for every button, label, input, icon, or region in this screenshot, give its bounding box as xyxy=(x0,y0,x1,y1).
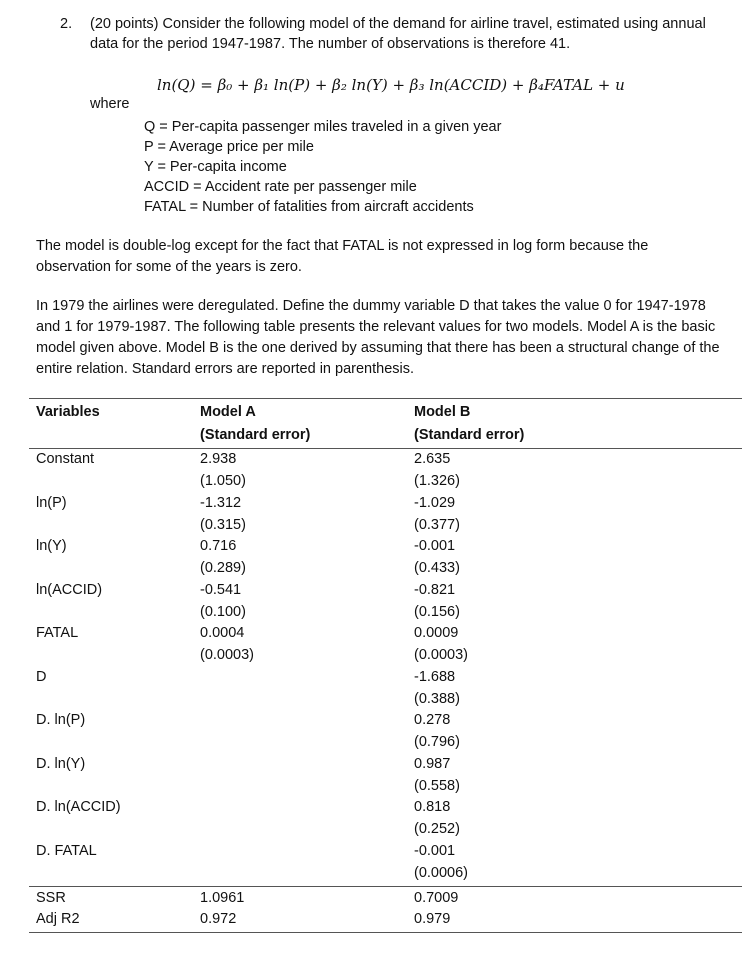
model-a-coefficient: 2.938 xyxy=(200,451,237,467)
model-b-coefficient: 0.0009 xyxy=(414,625,459,641)
header-variables: Variables xyxy=(36,404,100,420)
model-a-coefficient: -0.541 xyxy=(200,581,242,598)
definition-fatal: FATAL = Number of fatalities from aircraft accidents xyxy=(144,199,474,215)
question-number: 2. xyxy=(60,16,73,32)
model-b-standard-error: (0.433) xyxy=(414,560,460,576)
model-b-coefficient: -1.029 xyxy=(414,494,456,511)
question-intro xyxy=(60,14,720,54)
variable-definitions xyxy=(144,117,501,217)
model-b-standard-error: (1.326) xyxy=(414,473,460,489)
model-b-standard-error: (0.0006) xyxy=(414,864,469,881)
model-b-standard-error: (0.388) xyxy=(414,690,460,707)
model-b-coefficient: -0.001 xyxy=(414,538,456,554)
question-text: (20 points) Consider the following model of the demand for airline travel, estimated using annual data for the period 1947-1987. The number of observations is therefore 41. xyxy=(90,16,706,52)
header-model-a: Model A xyxy=(200,404,256,420)
model-a-coefficient: 0.0004 xyxy=(200,625,245,641)
model-a-coefficient: -1.312 xyxy=(200,494,242,511)
row-variable-name: Constant xyxy=(36,451,95,467)
table-top-rule xyxy=(29,398,742,399)
table-bottom-rule xyxy=(29,932,742,933)
model-b-standard-error: (0.377) xyxy=(414,516,460,533)
model-a-standard-error: (0.315) xyxy=(200,516,246,533)
model-b-coefficient: -0.821 xyxy=(414,581,456,598)
row-variable-name: D. ln(P) xyxy=(36,712,86,728)
paragraph-double-log: The model is double-log except for the fact that FATAL is not expressed in log form because the observation for some of the years is zero. xyxy=(36,238,649,275)
model-b-standard-error: (0.796) xyxy=(414,734,460,750)
row-variable-name: D. ln(ACCID) xyxy=(36,799,121,815)
row-variable-name: ln(ACCID) xyxy=(36,581,103,598)
model-b-standard-error: (0.252) xyxy=(414,821,460,837)
model-b-coefficient: 0.818 xyxy=(414,799,451,815)
definition-y: Y = Per-capita income xyxy=(144,159,287,175)
footer-stat-name: SSR xyxy=(36,890,66,906)
row-variable-name: ln(P) xyxy=(36,494,67,511)
definition-q: Q = Per-capita passenger miles traveled in a given year xyxy=(144,119,502,135)
row-variable-name: D xyxy=(36,668,47,685)
footer-stat-name: Adj R2 xyxy=(36,911,80,927)
footer-model-a-value: 1.0961 xyxy=(200,890,245,906)
row-variable-name: D. FATAL xyxy=(36,842,97,859)
footer-model-a-value: 0.972 xyxy=(200,911,237,927)
where-label: where xyxy=(90,96,130,112)
footer-model-b-value: 0.979 xyxy=(414,911,451,927)
model-a-coefficient: 0.716 xyxy=(200,538,237,554)
model-b-coefficient: 0.987 xyxy=(414,755,451,772)
row-variable-name: D. ln(Y) xyxy=(36,755,86,772)
row-variable-name: FATAL xyxy=(36,625,79,641)
model-b-coefficient: -1.688 xyxy=(414,668,456,685)
model-b-coefficient: 2.635 xyxy=(414,451,451,467)
model-equation: ln(Q) = β₀ + β₁ ln(P) + β₂ ln(Y) + β₃ ln(ACCID) + β₄FATAL + u xyxy=(157,76,625,94)
header-model-b: Model B xyxy=(414,404,471,420)
model-a-standard-error: (0.289) xyxy=(200,560,246,576)
header-model-b-se: (Standard error) xyxy=(414,427,525,443)
row-variable-name: ln(Y) xyxy=(36,538,67,554)
header-model-a-se: (Standard error) xyxy=(200,427,311,443)
model-b-coefficient: 0.278 xyxy=(414,712,451,728)
header-rule xyxy=(29,448,742,449)
footer-rule xyxy=(29,886,742,887)
model-b-standard-error: (0.156) xyxy=(414,603,460,620)
definition-accid: ACCID = Accident rate per passenger mile xyxy=(144,179,417,195)
model-a-standard-error: (0.0003) xyxy=(200,647,255,663)
paragraph-deregulation: In 1979 the airlines were deregulated. Define the dummy variable D that takes the value 0 for 1947-1978 and 1 for 1979-1987. The following table presents the relevant values for two models. Model A is the basic model given above. Model B is the one derived by assuming that there has been a structural change of the entire relation. Standard errors are reported in parenthesis. xyxy=(36,298,720,377)
footer-model-b-value: 0.7009 xyxy=(414,890,459,906)
model-a-standard-error: (0.100) xyxy=(200,603,246,620)
model-b-coefficient: -0.001 xyxy=(414,842,456,859)
model-a-standard-error: (1.050) xyxy=(200,473,246,489)
model-b-standard-error: (0.0003) xyxy=(414,647,469,663)
definition-p: P = Average price per mile xyxy=(144,139,314,155)
model-b-standard-error: (0.558) xyxy=(414,777,460,794)
